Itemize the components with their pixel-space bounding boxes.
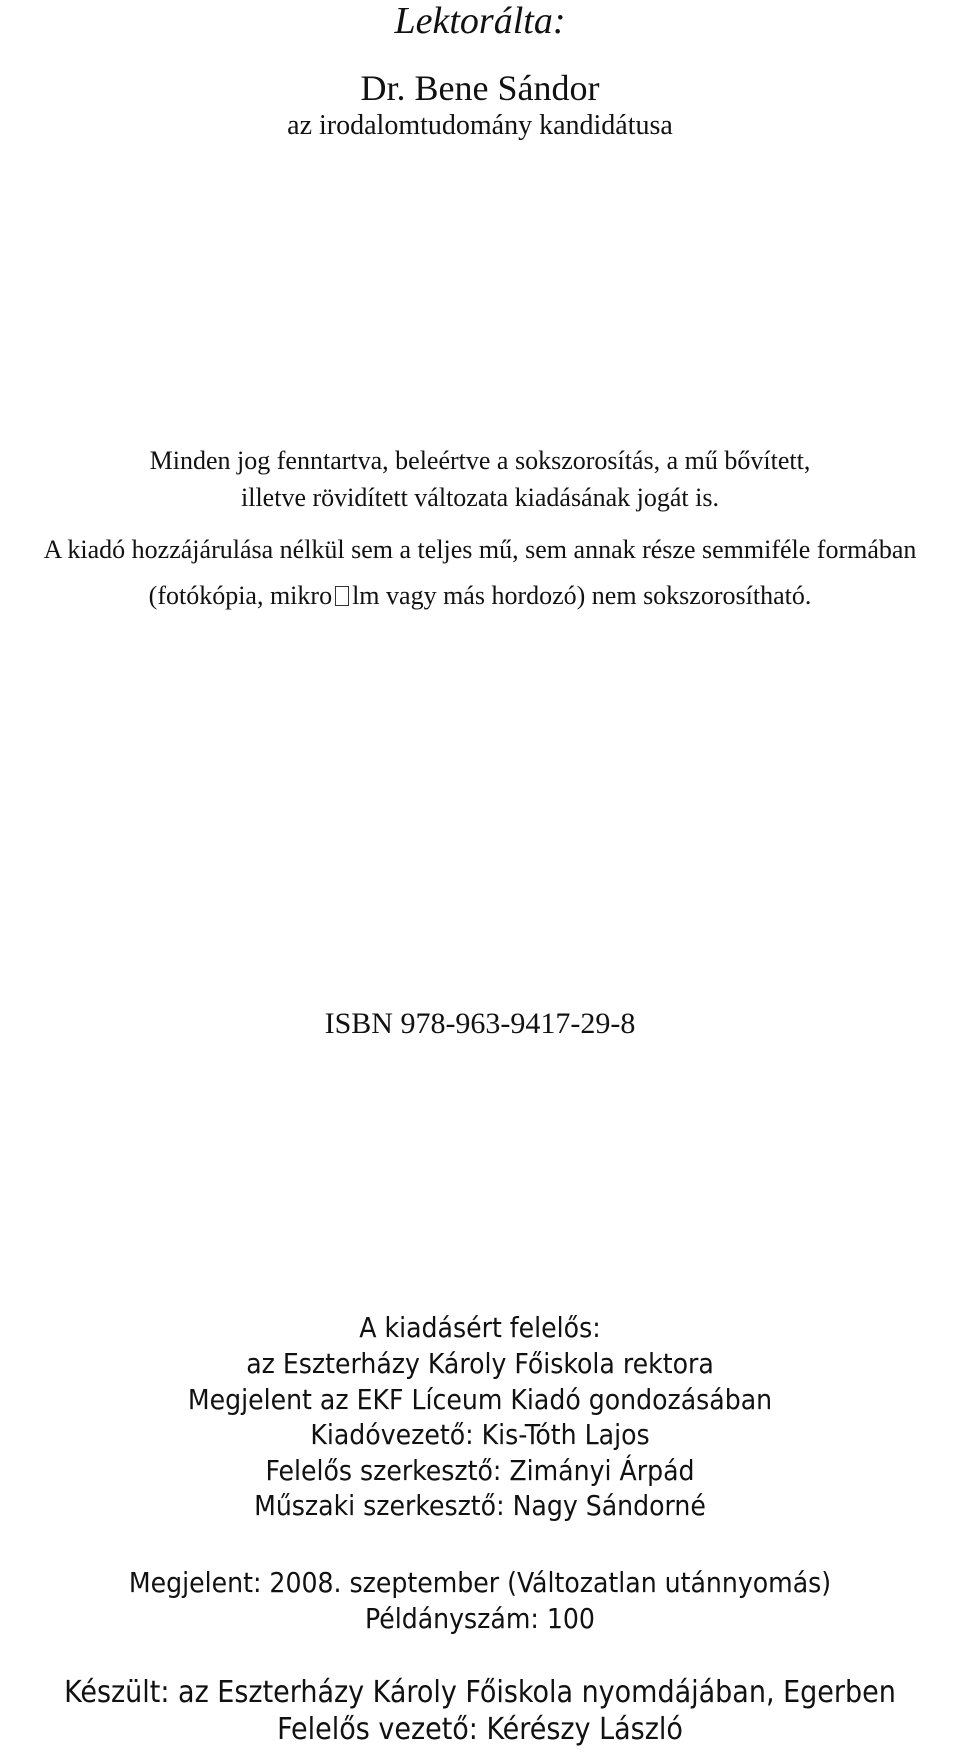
- reviewer-name: Dr. Bene Sándor: [360, 68, 600, 108]
- imprint-line-2: az Eszterházy Károly Főiskola rektora: [246, 1347, 714, 1380]
- rights-line-3: A kiadó hozzájárulása nélkül sem a teljes mű, sem annak része semmiféle formában: [43, 535, 917, 564]
- publication-line-2: Példányszám: 100: [365, 1602, 595, 1635]
- isbn: ISBN 978-963-9417-29-8: [324, 1007, 636, 1040]
- imprint-line-5: Felelős szerkesztő: Zimányi Árpád: [265, 1454, 695, 1487]
- reviewer-heading: Lektorálta:: [394, 0, 566, 42]
- printing-line-2: Felelős vezető: Kérészy László: [277, 1712, 683, 1747]
- rights-line-2: illetve rövidített változata kiadásának jogát is.: [241, 483, 719, 512]
- imprint-line-4: Kiadóvezető: Kis-Tóth Lajos: [310, 1418, 650, 1451]
- imprint-line-1: A kiadásért felelős:: [359, 1311, 601, 1344]
- reviewer-title: az irodalomtudomány kandidátusa: [287, 110, 673, 141]
- rights-line-4-start: (fotókópia, mikro: [148, 581, 333, 610]
- rights-line-1: Minden jog fenntartva, beleértve a sokszorosítás, a mű bővített,: [149, 446, 811, 475]
- missing-glyph-icon: [335, 586, 349, 606]
- rights-line-4-end: lm vagy más hordozó) nem sokszorosítható.: [352, 581, 812, 610]
- imprint-line-3: Megjelent az EKF Líceum Kiadó gondozásában: [187, 1383, 773, 1416]
- printing-line-1: Készült: az Eszterházy Károly Főiskola nyomdájában, Egerben: [64, 1675, 896, 1710]
- rights-line-4: [0, 583, 960, 609]
- publication-line-1: Megjelent: 2008. szeptember (Változatlan utánnyomás): [128, 1566, 832, 1599]
- imprint-line-6: Műszaki szerkesztő: Nagy Sándorné: [254, 1489, 706, 1522]
